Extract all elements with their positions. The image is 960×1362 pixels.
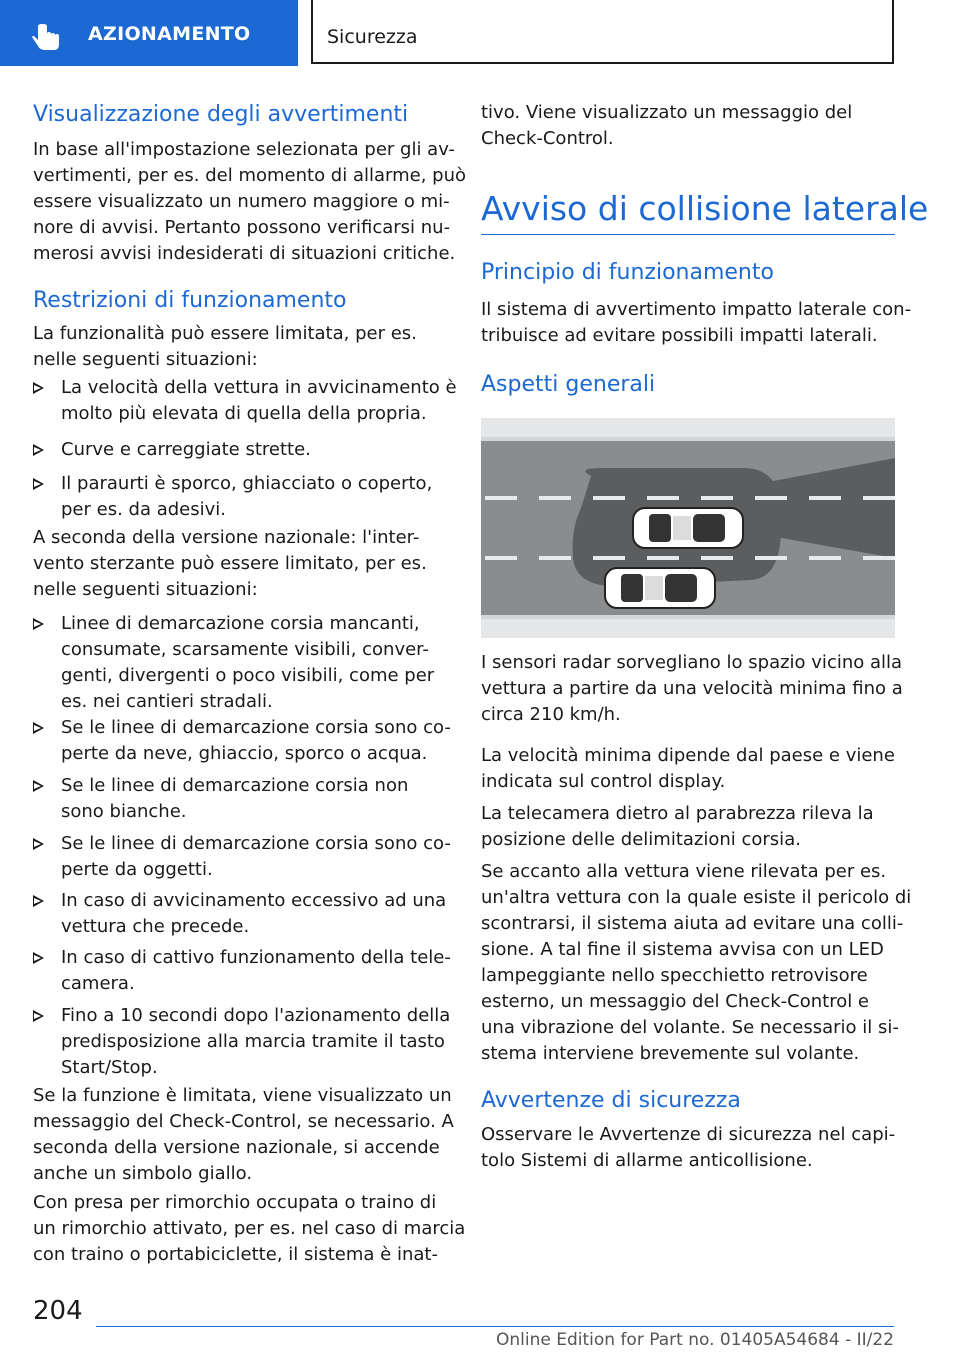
paragraph-funzione-limitata xyxy=(33,1083,454,1187)
text-line: consumate, scarsamente visibili, conver- xyxy=(61,639,429,660)
page-number: 204 xyxy=(33,1296,83,1326)
adjacent-car xyxy=(605,568,715,608)
text-line: perte da oggetti. xyxy=(61,859,213,880)
chapter-title: AZIONAMENTO xyxy=(88,23,251,45)
heading-avvertenze: Avvertenze di sicurezza xyxy=(481,1088,741,1113)
paragraph-telecamera xyxy=(481,801,874,853)
text-line: La funzionalità può essere limitata, per es. xyxy=(33,323,417,344)
text-line: Se le linee di demarcazione corsia sono co- xyxy=(61,717,451,738)
paragraph-continuation xyxy=(481,100,852,152)
text-line: scontrarsi, il sistema aiuta ad evitare una colli- xyxy=(481,913,904,934)
paragraph-avvertenze xyxy=(481,1122,895,1174)
text-line: un rimorchio attivato, per es. nel caso di marcia xyxy=(33,1218,466,1239)
heading-restrizioni: Restrizioni di funzionamento xyxy=(33,288,347,313)
text-line: La telecamera dietro al parabrezza rileva la xyxy=(481,803,874,824)
hand-pointer-icon xyxy=(30,24,64,52)
text-line: una vibrazione del volante. Se necessario il si- xyxy=(481,1017,899,1038)
heading-visualizzazione: Visualizzazione degli avvertimenti xyxy=(33,102,409,127)
text-line: seconda della versione nazionale, si accende xyxy=(33,1137,440,1158)
text-line: nelle seguenti situazioni: xyxy=(33,349,258,370)
paragraph-intervento-sterzante xyxy=(33,525,427,603)
road-edge-bottom xyxy=(481,615,895,619)
text-line: vettura a partire da una velocità minima fino a xyxy=(481,678,903,699)
triangle-bullet-icon xyxy=(33,895,44,907)
paragraph-rimorchio xyxy=(33,1190,465,1268)
text-line: vento sterzante può essere limitato, per es. xyxy=(33,553,427,574)
triangle-bullet-icon xyxy=(33,618,44,630)
footer-rule xyxy=(96,1326,894,1327)
paragraph-principio xyxy=(481,297,911,349)
ego-car xyxy=(633,508,743,548)
text-line: Check-Control. xyxy=(481,128,614,149)
text-line: predisposizione alla marcia tramite il tasto xyxy=(61,1031,445,1052)
road-edge-top xyxy=(481,437,895,441)
triangle-bullet-icon xyxy=(33,838,44,850)
triangle-bullet-icon xyxy=(33,722,44,734)
text-line: vertimenti, per es. del momento di allarme, può xyxy=(33,165,466,186)
heading-avviso-collisione: Avviso di collisione laterale xyxy=(481,189,929,228)
triangle-bullet-icon xyxy=(33,780,44,792)
text-line: essere visualizzato un numero maggiore o mi- xyxy=(33,191,450,212)
text-line: anche un simbolo giallo. xyxy=(33,1163,253,1184)
text-line: tivo. Viene visualizzato un messaggio del xyxy=(481,102,853,123)
text-line: nore di avvisi. Pertanto possono verificarsi nu- xyxy=(33,217,451,238)
paragraph-velocita xyxy=(481,743,895,795)
text-line: nelle seguenti situazioni: xyxy=(33,579,258,600)
text-line: Start/Stop. xyxy=(61,1057,158,1078)
triangle-bullet-icon xyxy=(33,382,44,394)
text-line: merosi avvisi indesiderati di situazioni critiche. xyxy=(33,243,456,264)
paragraph-sensori xyxy=(481,650,903,728)
text-line: con traino o portabiciclette, il sistema è inat- xyxy=(33,1244,438,1265)
footer-edition: Online Edition for Part no. 01405A54684 - II/22 xyxy=(495,1330,894,1350)
paragraph-avvisi xyxy=(33,137,466,267)
text-line: lampeggiante nello specchietto retrovisore xyxy=(481,965,868,986)
text-line: La velocità della vettura in avvicinamento è xyxy=(61,377,457,398)
text-line: Il paraurti è sporco, ghiacciato o coperto, xyxy=(61,473,433,494)
text-line: Se le linee di demarcazione corsia sono co- xyxy=(61,833,451,854)
text-line: messaggio del Check-Control, se necessario. A xyxy=(33,1111,454,1132)
section-header xyxy=(311,0,894,64)
text-line: A seconda della versione nazionale: l'inter- xyxy=(33,527,420,548)
text-line: vettura che precede. xyxy=(61,916,250,937)
text-line: Se le linee di demarcazione corsia non xyxy=(61,775,409,796)
text-line: perte da neve, ghiaccio, sporco o acqua. xyxy=(61,743,428,764)
text-line: La velocità minima dipende dal paese e viene xyxy=(481,745,895,766)
text-line: genti, divergenti o poco visibili, come per xyxy=(61,665,435,686)
heading-rule xyxy=(481,234,895,235)
text-line: per es. da adesivi. xyxy=(61,499,226,520)
text-line: Se accanto alla vettura viene rilevata per es. xyxy=(481,861,887,882)
heading-principio: Principio di funzionamento xyxy=(481,260,774,285)
text-line: I sensori radar sorvegliano lo spazio vicino alla xyxy=(481,652,903,673)
text-line: tolo Sistemi di allarme anticollisione. xyxy=(481,1150,813,1171)
triangle-bullet-icon xyxy=(33,1010,44,1022)
paragraph-funzionalita xyxy=(33,321,417,373)
text-line: In base all'impostazione selezionata per gli av- xyxy=(33,139,455,160)
triangle-bullet-icon xyxy=(33,444,44,456)
text-line: Il sistema di avvertimento impatto laterale con- xyxy=(481,299,912,320)
text-line: indicata sul control display. xyxy=(481,771,726,792)
triangle-bullet-icon xyxy=(33,478,44,490)
text-line: In caso di cattivo funzionamento della tele- xyxy=(61,947,451,968)
text-line: Osservare le Avvertenze di sicurezza nel capi- xyxy=(481,1124,896,1145)
text-line: Curve e carreggiate strette. xyxy=(61,439,311,460)
text-line: stema interviene brevemente sul volante. xyxy=(481,1043,860,1064)
text-line: sione. A tal fine il sistema avvisa con un LED xyxy=(481,939,884,960)
text-line: Se la funzione è limitata, viene visualizzato un xyxy=(33,1085,452,1106)
text-line: un'altra vettura con la quale esiste il pericolo di xyxy=(481,887,912,908)
text-line: posizione delle delimitazioni corsia. xyxy=(481,829,801,850)
heading-aspetti: Aspetti generali xyxy=(481,372,656,397)
text-line: molto più elevata di quella della propria. xyxy=(61,403,427,424)
text-line: Fino a 10 secondi dopo l'azionamento della xyxy=(61,1005,451,1026)
text-line: sono bianche. xyxy=(61,801,187,822)
paragraph-accanto xyxy=(481,859,911,1067)
triangle-bullet-icon xyxy=(33,952,44,964)
text-line: In caso di avvicinamento eccessivo ad una xyxy=(61,890,447,911)
chapter-tab xyxy=(0,0,298,66)
side-collision-illustration xyxy=(481,418,895,638)
text-line: tribuisce ad evitare possibili impatti laterali. xyxy=(481,325,878,346)
text-line: esterno, un messaggio del Check-Control e xyxy=(481,991,870,1012)
section-title: Sicurezza xyxy=(327,26,418,48)
text-line: es. nei cantieri stradali. xyxy=(61,691,273,712)
text-line: Con presa per rimorchio occupata o traino di xyxy=(33,1192,437,1213)
text-line: Linee di demarcazione corsia mancanti, xyxy=(61,613,420,634)
text-line: camera. xyxy=(61,973,135,994)
text-line: circa 210 km/h. xyxy=(481,704,621,725)
